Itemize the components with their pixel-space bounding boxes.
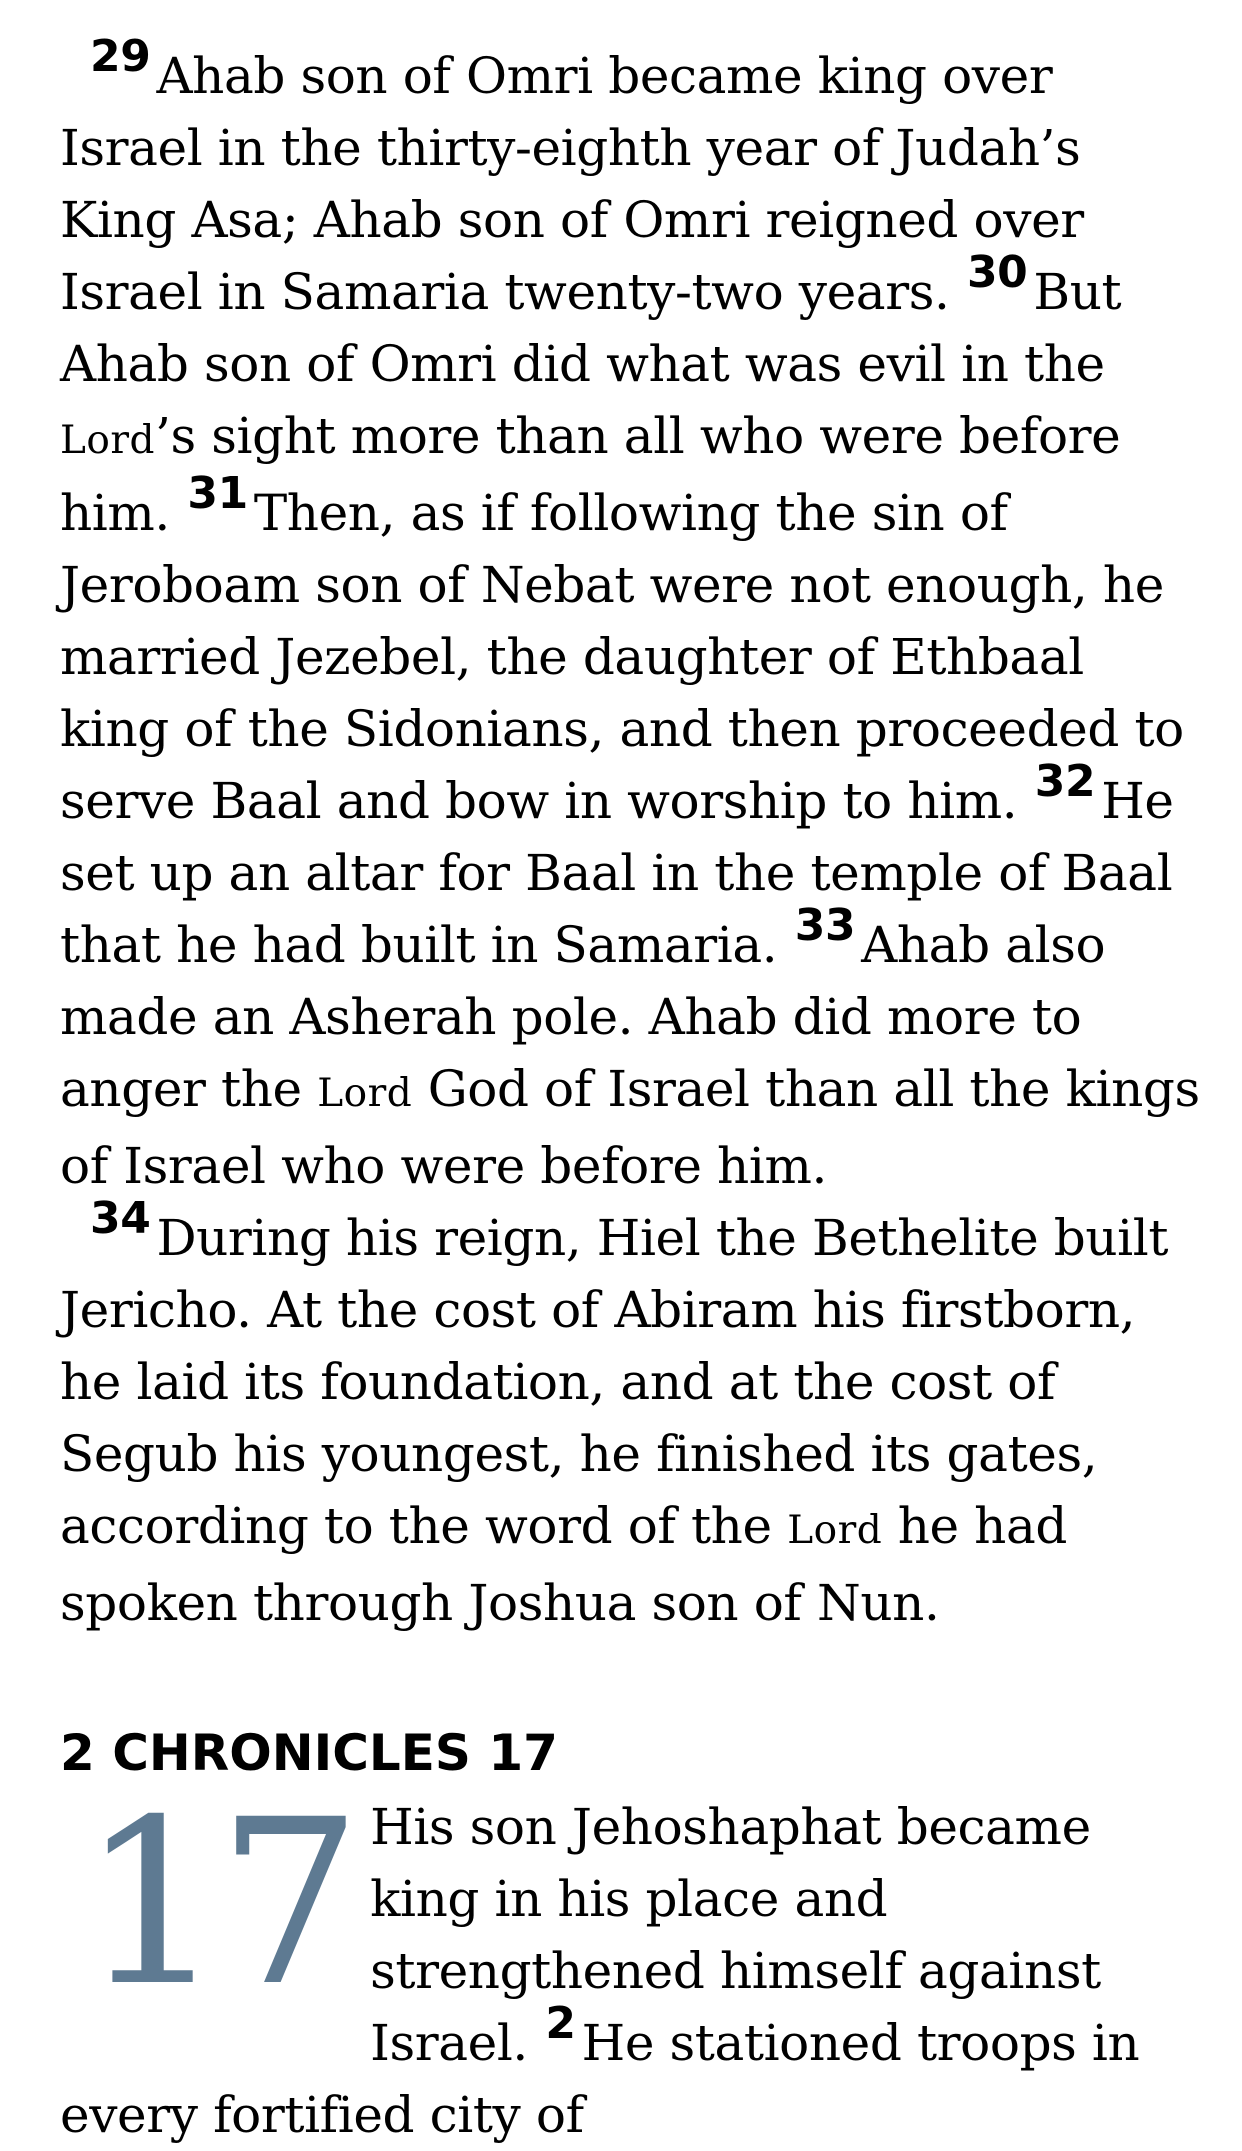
verse-number-30[interactable]: 30 — [966, 247, 1028, 298]
paragraph-2 — [60, 1193, 1200, 1639]
divine-name-lord: Lord — [317, 1071, 413, 1116]
verse-text-32: He set up an altar for Baal in the temple of Baal that he had built in Samaria. — [60, 772, 1174, 974]
verse-number-29[interactable]: 29 — [90, 31, 151, 82]
verse-text-33b: God of Israel than all the kings of Israel who were before him. — [60, 1060, 1200, 1195]
verse-text-29: Ahab son of Omri became king over Israel in the thirty-eighth year of Judah’s King Asa; Ahab son of Omri reigned over Israel in Samaria twenty-two years. — [60, 47, 1084, 321]
verse-text-2: He stationed troops in every fortified city of — [60, 2014, 1140, 2144]
verse-text-31: Then, as if following the sin of Jeroboam son of Nebat were not enough, he married Jezebel, the daughter of Ethbaal king of the Sidonians, and then proceeded to serve Baal and bow in worship to him. — [60, 484, 1184, 830]
verse-number-31[interactable]: 31 — [187, 468, 248, 519]
divine-name-lord: Lord — [60, 418, 155, 463]
verse-text-33a: Ahab also made an Asherah pole. Ahab did more to anger the — [60, 916, 1106, 1118]
verse-number-33[interactable]: 33 — [794, 900, 856, 951]
verse-number-2[interactable]: 2 — [545, 1998, 576, 2049]
chapter-dropcap: 17 — [80, 1770, 355, 2036]
verse-text-34a: During his reign, Hiel the Bethelite built Jericho. At the cost of Abiram his firstborn, he laid its foundation, and at the cost of Segub his youngest, he finished its gates, according to the word of the — [60, 1209, 1169, 1555]
scripture-reader — [60, 31, 1200, 2151]
paragraph-1 — [60, 31, 1200, 1202]
verse-text-30a: But Ahab son of Omri did what was evil in the — [60, 263, 1122, 393]
verse-number-32[interactable]: 32 — [1034, 756, 1096, 807]
verse-text-1: His son Jehoshaphat became king in his place and strengthened himself against Israel. — [370, 1798, 1101, 2072]
divine-name-lord: Lord — [787, 1508, 883, 1553]
verse-text-30b: ’s sight more than all who were before him. — [60, 407, 1121, 542]
verse-number-34[interactable]: 34 — [90, 1193, 151, 1244]
chapter-17-block — [60, 1770, 1200, 2151]
verse-text-34b: he had spoken through Joshua son of Nun. — [60, 1497, 1067, 1632]
chapter-heading: 2 CHRONICLES 17 — [60, 1724, 558, 1782]
